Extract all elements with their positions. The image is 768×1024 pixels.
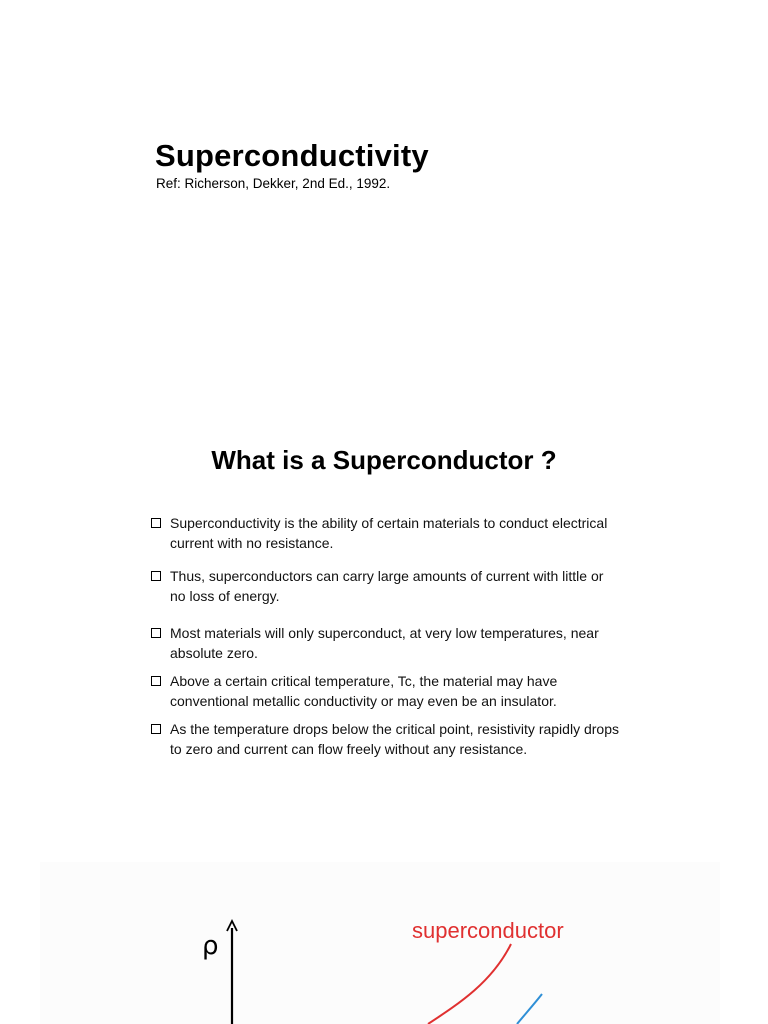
curve-label: superconductor [412,918,564,943]
y-axis-label: ρ [202,931,219,961]
page-title: Superconductivity [155,138,429,173]
bullet-text: As the temperature drops below the critical point, resistivity rapidly drops to zero and current can flow freely without any resistance. [170,721,619,757]
bullet-text: Most materials will only superconduct, at very low temperatures, near absolute zero. [170,625,599,661]
metal-curve [517,994,542,1024]
reference-text: Ref: Richerson, Dekker, 2nd Ed., 1992. [156,176,391,191]
bullet-text: Superconductivity is the ability of certain materials to conduct electrical current with no resistance. [170,515,608,551]
section-title: What is a Superconductor ? [211,445,557,475]
bullet-text: Above a certain critical temperature, Tc, the material may have conventional metallic conductivity or may even be an insulator. [170,673,558,709]
superconductor-curve [428,944,511,1024]
bullet-text: Thus, superconductors can carry large amounts of current with little or no loss of energy. [170,568,604,604]
